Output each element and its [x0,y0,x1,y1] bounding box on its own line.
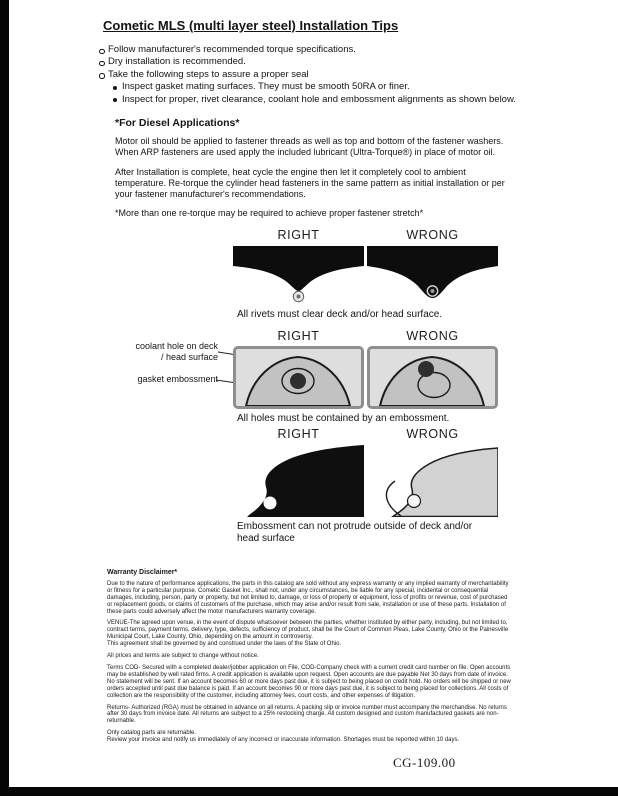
page-title: Cometic MLS (multi layer steel) Installation Tips [103,18,399,33]
warranty-section [107,570,513,749]
embossment-inside-illustration [233,445,364,517]
tip-text: Dry installation is recommended. [108,56,246,68]
protrusion-wrong-diagram [367,445,498,517]
doc-code: CG-109.00 [393,755,456,770]
bullet-marker [99,61,105,67]
warranty-paragraph: Returns- Authorized (RGA) must be obtained in advance on all returns. A packing slip or invoice number must accompany the merchandise. No returns after 30 days from invoice date. All returns are subject to a 25% restocking charge. All custom designed and custom manufactured gaskets are non-returnable. [107,704,507,725]
diagram-caption-3: Embossment can not protrude outside of deck and/or head surface [237,521,473,544]
warranty-paragraph: VENUE-The agreed upon venue, in the event of dispute whatsoever between the parties, whether instituted by either party, including, but not limited to, contract terms, payment terms, delivery, type, defects, sufficiency of product, shall be the Court of Common Pleas, Lake County, Ohio or the Painesville Municipal Court, Lake County, Ohio, depending on the amount in controversy. [107,620,509,641]
right-label-row1: RIGHT [277,228,320,242]
rivet-wrong-diagram [367,246,498,304]
hole-not-contained-illustration [370,349,495,406]
tip-sub-item [112,94,530,106]
right-label-row3: RIGHT [277,427,320,441]
protrusion-right-diagram [233,445,364,517]
diagram-caption-2: All holes must be contained by an embossment. [237,413,450,424]
tip-text: Inspect gasket mating surfaces. They must be smooth 50RA or finer. [122,81,410,93]
warranty-paragraph: Only catalog parts are returnable. [107,730,197,737]
wrong-label-row1: WRONG [406,228,459,242]
rivet-clear-illustration [233,246,364,304]
diesel-paragraph-1: Motor oil should be applied to fastener threads as well as top and bottom of the fastener washers. When ARP fasteners are used apply the included lubricant (Ultra-Torque®) in place of motor oil. [115,136,504,157]
wrong-label-row3: WRONG [406,427,459,441]
tip-item [98,56,530,68]
page-edge-bottom [0,787,618,796]
embossment-protruding-illustration [367,445,498,517]
diesel-paragraph-2: After Installation is complete, heat cycle the engine then let it completely cool to ambient temperature. Re-torque the cylinder head fasteners in the same pattern as initial installation or per your fastener manufacturer's recommendations. [115,167,505,199]
bullet-marker [113,98,117,102]
tip-text: Follow manufacturer's recommended torque specifications. [108,44,356,55]
rivet-right-diagram [233,246,364,304]
warranty-paragraph: This agreement shall be governed by and construed under the laws of the State of Ohio. [107,641,342,648]
hole-contained-illustration [236,349,361,406]
tip-item [98,69,530,81]
warranty-heading: Warranty Disclaimer* [107,569,178,576]
warranty-paragraph: Terms COD- Secured with a completed dealer/jobber application on File, COD-Company check with a current credit card number on file. Open accounts may be established by well rated firms. A credit application is available upon request. Open accounts are due payable Net 30 days from date of invoice. No statement will be sent. If an account becomes 60 or more days past due, it is subject to being placed on credit hold. No orders will be shipped or new orders accepted until past due balance is paid. If an account becomes 90 or more days past due, it is subject to being placed for collections. All costs of collection are the responsibility of the customer, including attorney fees, court costs, and other expenses of litigation. [107,664,511,699]
tip-text: Inspect for proper, rivet clearance, coolant hole and embossment alignments as shown below. [122,93,516,105]
tip-text: Take the following steps to assure a proper seal [108,68,309,80]
bullet-marker [99,49,105,55]
warranty-paragraph: All prices and terms are subject to change without notice. [107,653,259,660]
bullet-marker [99,73,105,79]
wrong-label-row2: WRONG [406,329,459,343]
right-label-row2: RIGHT [277,329,320,343]
rivet-interference-illustration [367,246,498,304]
gasket-embossment-label: gasket embossment [137,374,218,384]
bullet-marker [113,86,117,90]
page-edge-left [0,0,9,796]
diesel-heading: *For Diesel Applications* [115,117,240,129]
embossment-right-diagram [233,346,364,409]
tip-sub-item [112,81,530,93]
coolant-hole-label: coolant hole on deck / head surface [135,341,218,362]
tip-item [98,44,530,56]
embossment-wrong-diagram [367,346,498,409]
diesel-paragraph-3: *More than one re-torque may be required to achieve proper fastener stretch* [115,208,424,218]
warranty-paragraph: Due to the nature of performance applications, the parts in this catalog are sold without any express warranty or any implied warranty of merchantability or fitness for a particular purpose. Cometic Gasket Inc., shall not, under any circumstances, be liable for any special, incidental or consequential damages, including, person, party or property, but not limited to, damage, or loss of property or equipment, loss of profits or revenue, cost of purchased or replacement goods, or claims of customers of the purchase, which may arise and/or result from sale, installation or use of these parts. Installation of these parts could adversely affect the motor manufacturers warranty coverage. [107,580,509,615]
tips-list [98,44,530,106]
diagram-caption-1: All rivets must clear deck and/or head surface. [237,309,443,320]
warranty-paragraph: Review your invoice and notify us immediately of any incorrect or inaccurate information. Shortages must be reported within 10 days. [107,737,460,744]
